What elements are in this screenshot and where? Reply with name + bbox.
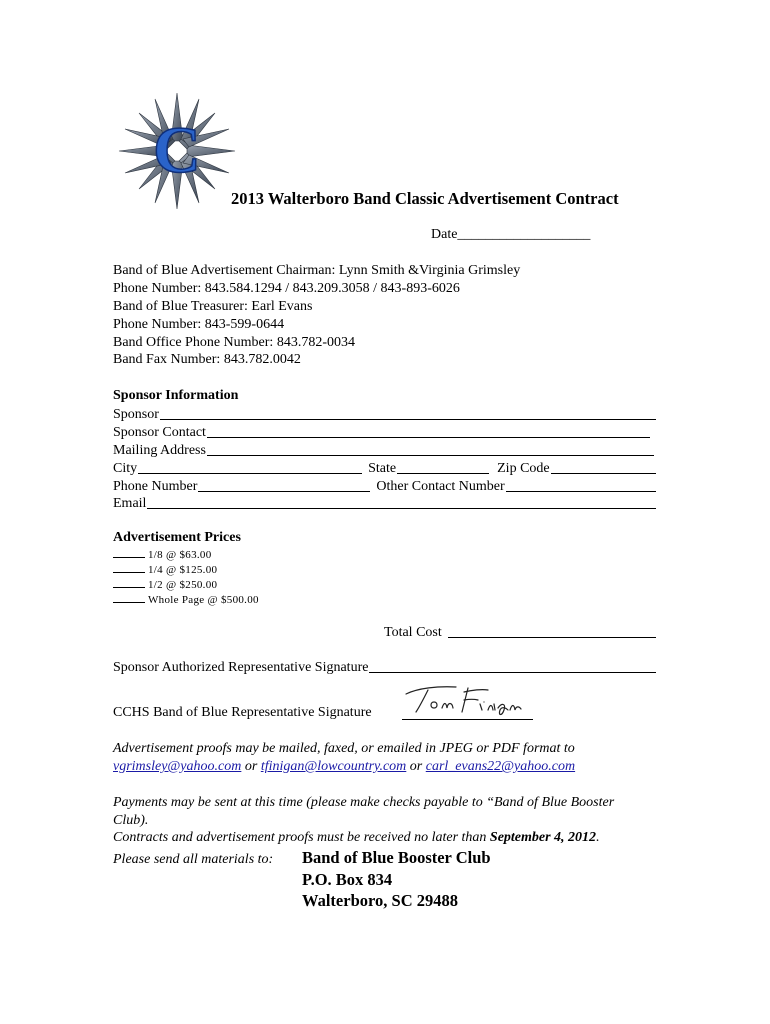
cchs-signature-line[interactable] [402, 719, 533, 720]
total-cost-field[interactable] [384, 625, 656, 641]
send-materials-label: Please send all materials to: [113, 852, 274, 867]
phone-row[interactable] [113, 477, 656, 495]
price-option-half[interactable] [113, 579, 217, 591]
or-separator: or [406, 759, 426, 774]
sponsor-label: Sponsor [113, 407, 159, 422]
payments-line-2: Club). [113, 813, 149, 828]
price-option-quarter[interactable] [113, 564, 217, 576]
address-line-3: Walterboro, SC 29488 [302, 891, 458, 910]
sponsor-contact-blank[interactable] [207, 437, 650, 438]
email-field[interactable] [113, 494, 656, 512]
chairman-phone-line: Phone Number: 843.584.1294 / 843.209.3058 / 843-893-6026 [113, 281, 460, 296]
deadline-line [113, 830, 600, 846]
mailing-address-blank[interactable] [207, 455, 654, 456]
band-office-phone-line: Band Office Phone Number: 843.782-0034 [113, 335, 355, 350]
handwritten-signature [398, 680, 538, 720]
band-fax-line: Band Fax Number: 843.782.0042 [113, 352, 301, 367]
price-label: 1/4 @ $125.00 [148, 564, 218, 576]
other-contact-label: Other Contact Number [376, 479, 505, 494]
treasurer-line: Band of Blue Treasurer: Earl Evans [113, 299, 313, 314]
proofs-emails [113, 759, 575, 775]
cchs-signature-label: CCHS Band of Blue Representative Signature [113, 705, 372, 720]
or-separator: or [241, 759, 261, 774]
mailing-address-field[interactable] [113, 441, 656, 459]
email-label: Email [113, 496, 147, 511]
phone-label: Phone Number [113, 479, 198, 494]
deadline-date: September 4, 2012 [489, 830, 597, 845]
sponsor-contact-label: Sponsor Contact [113, 425, 206, 440]
email-link-grimsley[interactable]: vgrimsley@yahoo.com [113, 759, 242, 774]
chairman-line: Band of Blue Advertisement Chairman: Lynn Smith &Virginia Grimsley [113, 263, 521, 278]
sponsor-signature-label: Sponsor Authorized Representative Signature [113, 660, 369, 675]
sponsor-signature-blank[interactable] [369, 672, 656, 673]
prices-heading: Advertisement Prices [113, 530, 241, 545]
zip-label: Zip Code [497, 461, 550, 476]
city-state-zip-row[interactable] [113, 459, 656, 477]
sponsor-field[interactable] [113, 405, 656, 423]
total-cost-label: Total Cost [384, 625, 442, 640]
payments-line-1: Payments may be sent at this time (please make checks payable to “Band of Blue Booster [113, 795, 615, 810]
logo-letter: C [153, 114, 201, 187]
address-line-2: P.O. Box 834 [302, 870, 393, 889]
city-label: City [113, 461, 138, 476]
email-link-evans[interactable]: carl_evans22@yahoo.com [425, 759, 576, 774]
state-label: State [368, 461, 397, 476]
state-blank[interactable] [397, 473, 489, 474]
sponsor-contact-field[interactable] [113, 423, 656, 441]
sponsor-signature-field[interactable] [113, 660, 656, 676]
email-blank[interactable] [147, 508, 656, 509]
price-option-eighth[interactable] [113, 549, 212, 561]
sponsor-blank[interactable] [160, 419, 656, 420]
treasurer-phone-line: Phone Number: 843-599-0644 [113, 317, 285, 332]
deadline-suffix: . [596, 830, 600, 845]
compass-star-logo [118, 92, 236, 210]
other-contact-blank[interactable] [506, 491, 656, 492]
price-option-whole[interactable] [113, 594, 259, 606]
phone-blank[interactable] [198, 491, 370, 492]
deadline-prefix: Contracts and advertisement proofs must be received no later than [113, 830, 490, 845]
proofs-text: Advertisement proofs may be mailed, faxed, or emailed in JPEG or PDF format to [113, 741, 575, 756]
mailing-address-label: Mailing Address [113, 443, 206, 458]
price-label: Whole Page @ $500.00 [148, 594, 259, 606]
zip-blank[interactable] [551, 473, 656, 474]
price-label: 1/2 @ $250.00 [148, 579, 218, 591]
price-label: 1/8 @ $63.00 [148, 549, 212, 561]
address-line-1: Band of Blue Booster Club [302, 848, 491, 867]
total-cost-blank[interactable] [448, 637, 656, 638]
email-link-finigan[interactable]: tfinigan@lowcountry.com [260, 759, 407, 774]
date-field[interactable]: Date___________________ [431, 227, 591, 242]
sponsor-info-heading: Sponsor Information [113, 388, 239, 403]
contract-title: 2013 Walterboro Band Classic Advertisement Contract [231, 189, 619, 208]
city-blank[interactable] [138, 473, 362, 474]
